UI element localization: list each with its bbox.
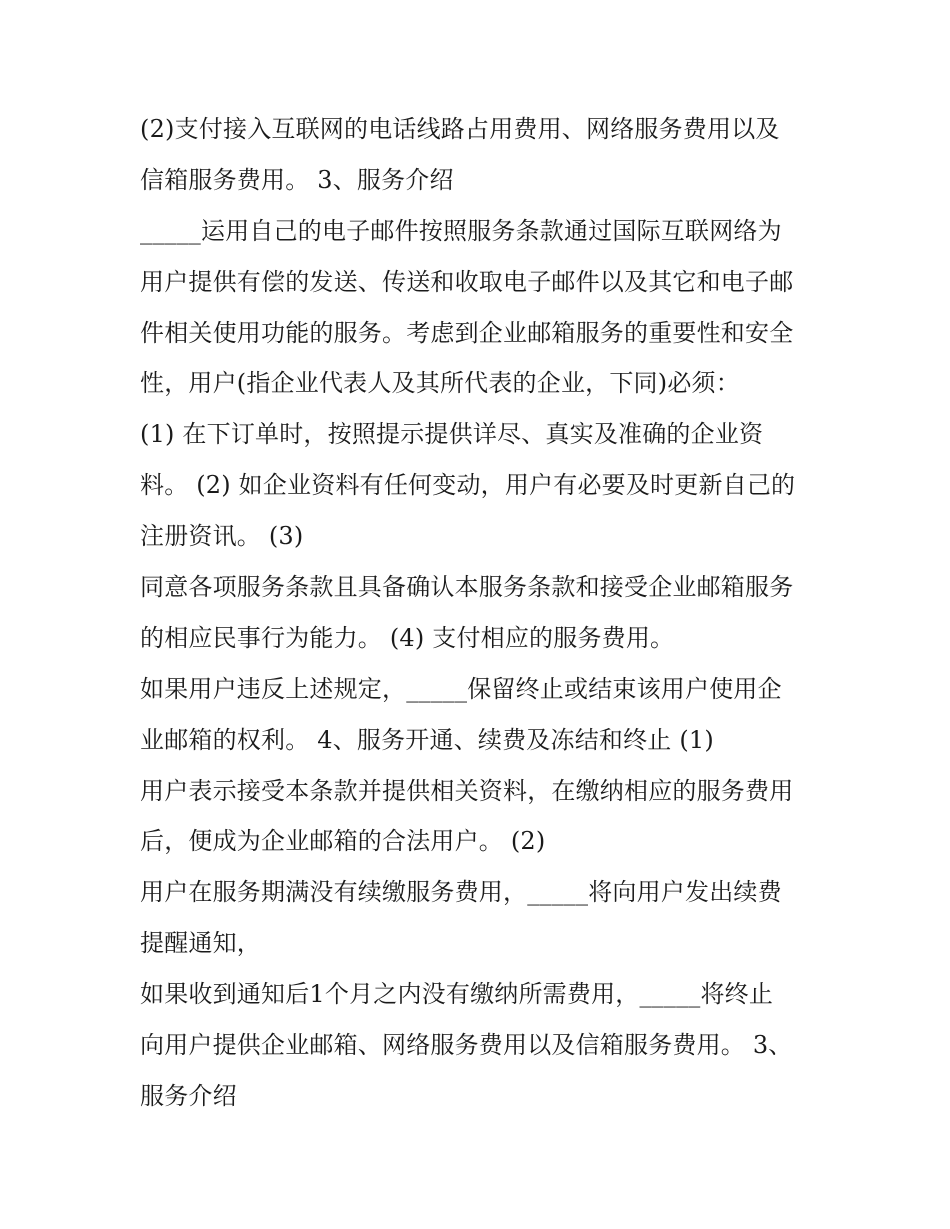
text-line: 向用户提供企业邮箱、网络服务费用以及信箱服务费用。 3、	[140, 1031, 793, 1060]
text-line: 注册资讯。 (3)	[140, 522, 304, 551]
text-line: 性，用户(指企业代表人及其所代表的企业，下同)必须：	[140, 369, 740, 398]
document-body	[140, 104, 830, 1122]
text-line: 如果收到通知后1个月之内没有缴纳所需费用，_____将终止	[140, 980, 774, 1009]
text-line: 提醒通知，	[140, 929, 261, 958]
text-line: (2)支付接入互联网的电话线路占用费用、网络服务费用以及	[140, 115, 780, 143]
text-line: (1) 在下订单时，按照提示提供详尽、真实及准确的企业资	[140, 420, 764, 449]
text-line: 后，便成为企业邮箱的合法用户。 (2)	[140, 827, 546, 856]
text-line: 的相应民事行为能力。 (4) 支付相应的服务费用。	[140, 623, 675, 652]
text-line: 业邮箱的权利。 4、服务开通、续费及冻结和终止 (1)	[140, 725, 714, 754]
text-line: 件相关使用功能的服务。考虑到企业邮箱服务的重要性和安全	[140, 318, 794, 347]
text-line: 同意各项服务条款且具备确认本服务条款和接受企业邮箱服务	[140, 573, 794, 602]
text-line: 料。 (2) 如企业资料有任何变动，用户有必要及时更新自己的	[140, 471, 796, 500]
text-line: 信箱服务费用。 3、服务介绍	[140, 165, 454, 194]
text-line: 如果用户违反上述规定，_____保留终止或结束该用户使用企	[140, 674, 782, 703]
text-line: 用户提供有偿的发送、传送和收取电子邮件以及其它和电子邮	[140, 267, 794, 296]
text-line: 用户在服务期满没有续缴服务费用，_____将向用户发出续费	[140, 878, 782, 907]
text-line: 服务介绍	[140, 1081, 237, 1110]
text-line: _____运用自己的电子邮件按照服务条款通过国际互联网络为	[140, 216, 782, 245]
text-line: 用户表示接受本条款并提供相关资料，在缴纳相应的服务费用	[140, 776, 794, 805]
